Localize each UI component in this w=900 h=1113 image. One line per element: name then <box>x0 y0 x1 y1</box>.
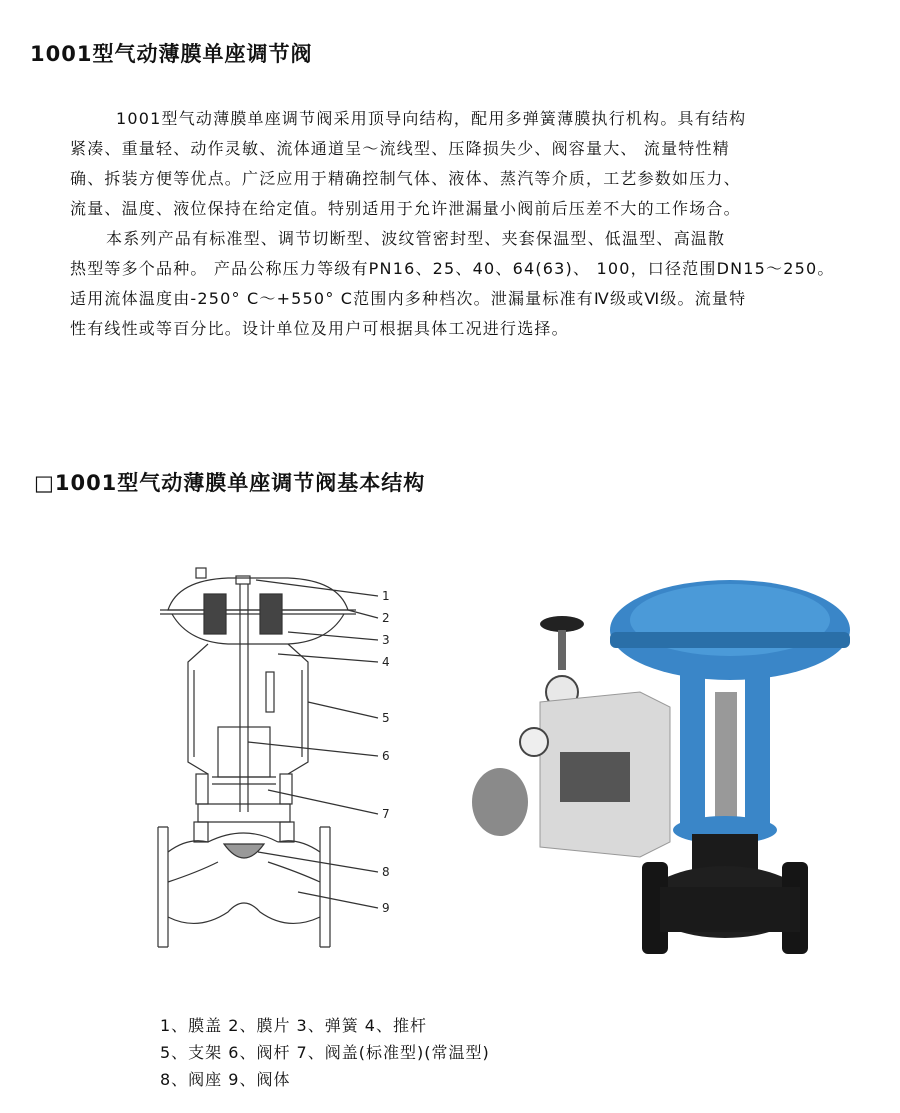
callout-3: 3 <box>382 633 390 647</box>
callout-8: 8 <box>382 865 390 879</box>
intro-paragraph-2 <box>70 224 870 344</box>
callout-5: 5 <box>382 711 390 725</box>
callout-6: 6 <box>382 749 390 763</box>
legend-line: 5、支架 6、阀杆 7、阀盖(标准型)(常温型) <box>160 1043 490 1062</box>
callout-4: 4 <box>382 655 390 669</box>
legend-line: 8、阀座 9、阀体 <box>160 1070 291 1089</box>
text-line: 1001型气动薄膜单座调节阀采用顶导向结构，配用多弹簧薄膜执行机构。具有结构 <box>116 109 747 128</box>
text-line: 本系列产品有标准型、调节切断型、波纹管密封型、夹套保温型、低温型、高温散 <box>106 229 726 248</box>
text-line: 紧凑、重量轻、动作灵敏、流体通道呈～流线型、压降损失少、阀容量大、 流量特性精 <box>70 139 730 158</box>
callout-9: 9 <box>382 901 390 915</box>
intro-paragraph-1 <box>70 104 870 224</box>
text-line: 热型等多个品种。 产品公称压力等级有PN16、25、40、64(63)、 100，口径范围DN15～250。 <box>70 259 835 278</box>
text-line: 确、拆装方便等优点。广泛应用于精确控制气体、液体、蒸汽等介质，工艺参数如压力、 <box>70 169 741 188</box>
text-line: 性有线性或等百分比。设计单位及用户可根据具体工况进行选择。 <box>70 319 569 338</box>
callout-7: 7 <box>382 807 390 821</box>
legend-line: 1、膜盖 2、膜片 3、弹簧 4、推杆 <box>160 1016 427 1035</box>
text-line: 流量、温度、液位保持在给定值。特别适用于允许泄漏量小阀前后压差不大的工作场合。 <box>70 199 741 218</box>
page-title: 1001型气动薄膜单座调节阀 <box>30 42 313 66</box>
callout-2: 2 <box>382 611 390 625</box>
text-line: 适用流体温度由-250° C～+550° C范围内多种档次。泄漏量标准有Ⅳ级或Ⅵ级。流量特 <box>70 289 747 308</box>
callout-1: 1 <box>382 589 390 603</box>
parts-legend <box>160 1012 490 1093</box>
intro-text <box>70 104 870 344</box>
section-title: □1001型气动薄膜单座调节阀基本结构 <box>34 471 426 495</box>
valve-cross-section-drawing <box>148 562 408 962</box>
valve-product-photo <box>470 572 860 962</box>
